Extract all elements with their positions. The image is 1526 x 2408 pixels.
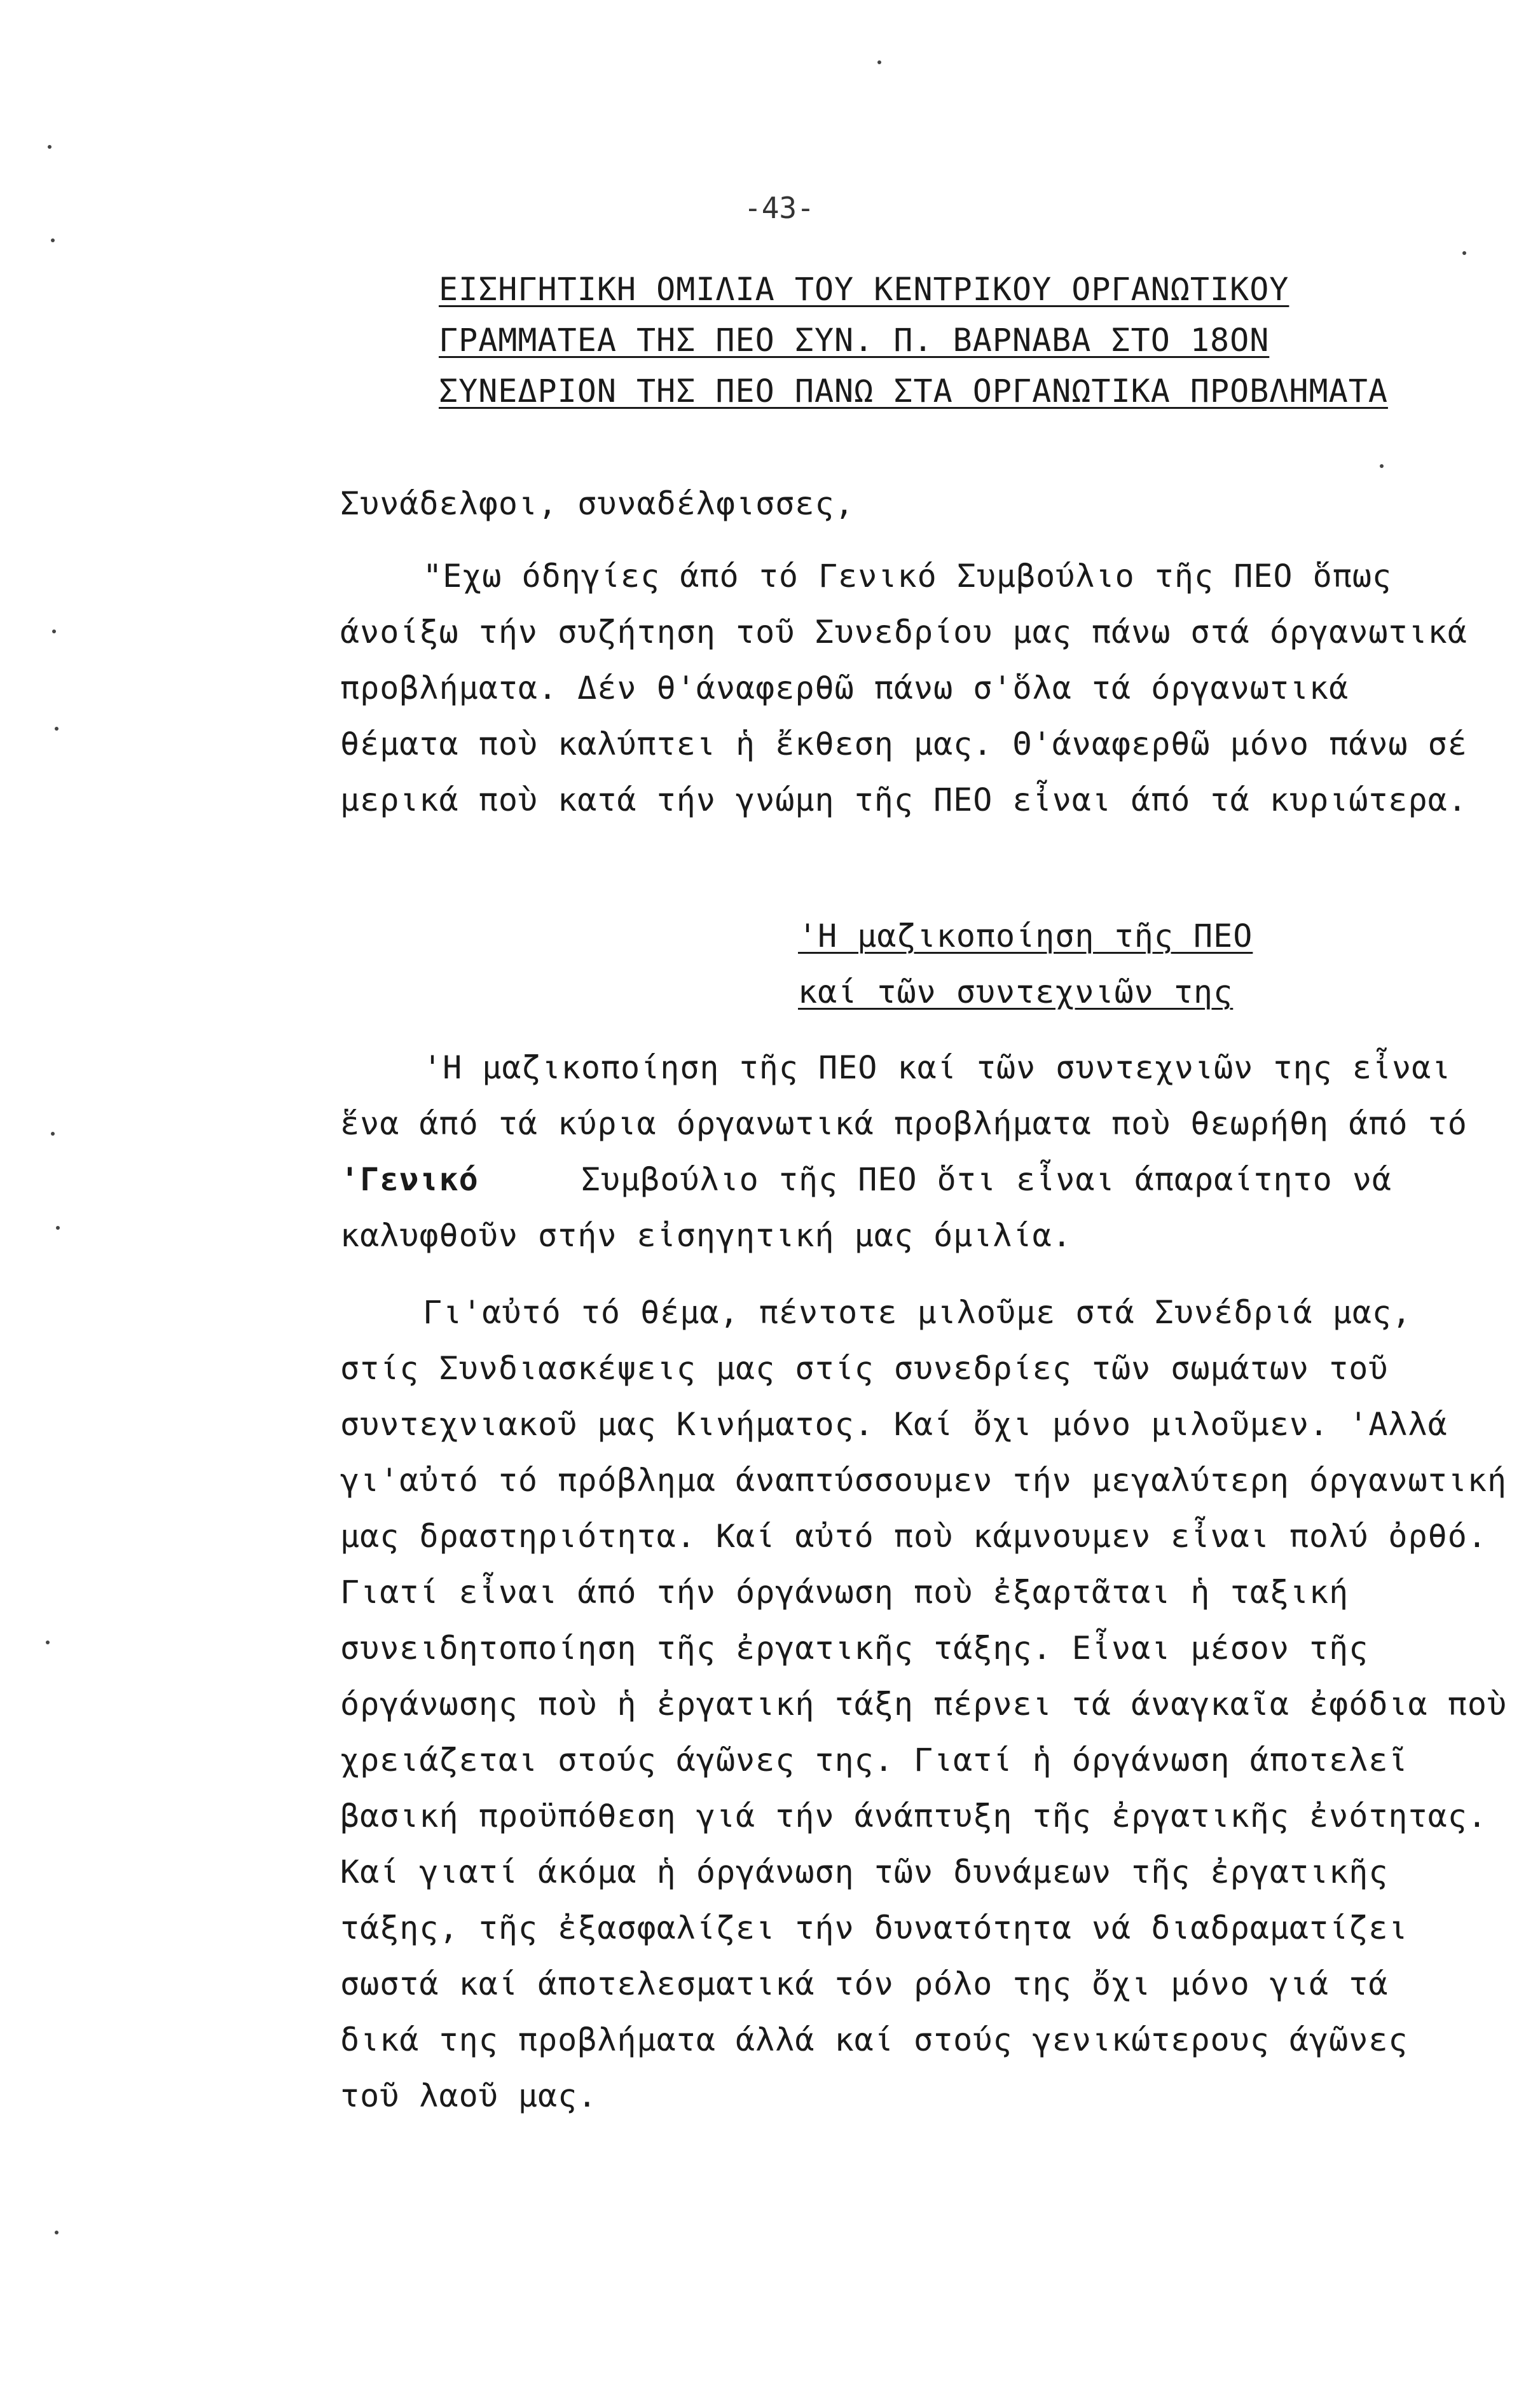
paragraph-line: συνειδητοποίηση τῆς ἐργατικῆς τάξης. Εἶναι μέσον τῆς [340,1630,1369,1667]
paragraph-line: μας δραστηριότητα. Καί αὐτό ποὺ κάμνουμεν εἶναι πολύ ὀρθό. [340,1518,1487,1555]
scan-speck [55,727,58,731]
paragraph-line: 'Η μαζικοποίηση τῆς ΠΕΟ καί τῶν συντεχνιῶν της εἶναι [423,1049,1452,1086]
scan-speck [1462,251,1466,255]
title-line: ΓΡΑΜΜΑΤΕΑ ΤΗΣ ΠΕΟ ΣΥΝ. Π. ΒΑΡΝΑΒΑ ΣΤΟ 18ΟΝ [439,322,1270,359]
section-heading-line: καί τῶν συντεχνιῶν της [798,974,1234,1010]
scan-speck [1380,464,1384,468]
paragraph-line: ἕνα άπό τά κύρια όργανωτικά προβλήματα ποὺ θεωρήθη άπό τό [340,1105,1468,1142]
paragraph-line: χρειάζεται στούς άγῶνες της. Γιατί ἡ όργάνωση άποτελεῖ [340,1742,1408,1778]
paragraph-intro [340,548,1485,828]
paragraph-line [340,1152,1485,1207]
document-title [439,273,1405,426]
paragraph-line: Καί γιατί άκόμα ἡ όργάνωση τῶν δυνάμεων τῆς ἐργατικῆς [340,1854,1389,1890]
paragraph-line: τοῦ λαοῦ μας. [340,2077,598,2114]
paragraph-line: τάξης, τῆς ἐξασφαλίζει τήν δυνατότητα νά διαδραματίζει [340,1909,1408,1946]
paragraph-line: δικά της προβλήματα άλλά καί στούς γενικώτερους άγῶνες [340,2021,1408,2058]
scan-speck [55,2231,58,2234]
scan-speck [877,60,881,64]
scan-speck [46,1641,50,1644]
paragraph-line: όργάνωσης ποὺ ἡ ἐργατική τάξη πέρνει τά άναγκαῖα ἐφόδια ποὺ [340,1686,1508,1723]
title-line: ΣΥΝΕΔΡΙΟΝ ΤΗΣ ΠΕΟ ΠΑΝΩ ΣΤΑ ΟΡΓΑΝΩΤΙΚΑ ΠΡΟΒΛΗΜΑΤΑ [439,373,1388,409]
salutation [340,476,1485,532]
paragraph-line: καλυφθοῦν στήν εἰσηγητική μας όμιλία. [340,1217,1072,1254]
paragraph-line: μερικά ποὺ κατά τήν γνώμη τῆς ΠΕΟ εἶναι άπό τά κυριώτερα. [340,781,1468,818]
paragraph-organization-importance [340,1284,1508,2124]
scan-speck [51,1132,55,1136]
paragraph-line: θέματα ποὺ καλύπτει ἡ ἔκθεση μας. Θ'άναφερθῶ μόνο πάνω σέ [340,726,1468,762]
bold-word: 'Γενικό [340,1161,479,1198]
scan-speck [52,630,56,633]
page-number: -43- [744,191,815,225]
paragraph-line: βασική προϋπόθεση γιά τήν άνάπτυξη τῆς ἐργατικῆς ἐνότητας. [340,1798,1487,1834]
paragraph-line: προβλήματα. Δέν θ'άναφερθῶ πάνω σ'ὅλα τά όργανωτικά [340,670,1349,706]
paragraph-line: στίς Συνδιασκέψεις μας στίς συνεδρίες τῶν σωμάτων τοῦ [340,1350,1389,1387]
paragraph-line: συντεχνιακοῦ μας Κινήματος. Καί ὄχι μόνο μιλοῦμεν. 'Αλλά [340,1406,1448,1443]
paragraph-line: Γιατί εἶναι άπό τήν όργάνωση ποὺ ἐξαρτᾶται ἡ ταξική [340,1574,1349,1611]
paragraph-mass-organization [340,1040,1485,1263]
paragraph-line: γι'αὐτό τό πρόβλημα άναπτύσσουμεν τήν μεγαλύτερη όργανωτική [340,1462,1508,1499]
salutation-text: Συνάδελφοι, συναδέλφισσες, [340,485,855,522]
scan-speck [56,1226,60,1230]
paragraph-line: Γι'αὐτό τό θέμα, πέντοτε μιλοῦμε στά Συνέδριά μας, [423,1294,1412,1331]
line-rest: Συμβούλιο τῆς ΠΕΟ ὅτι εἶναι άπαραίτητο νά [581,1161,1392,1198]
section-heading-line: 'Η μαζικοποίηση τῆς ΠΕΟ [798,918,1253,954]
title-line: ΕΙΣΗΓΗΤΙΚΗ ΟΜΙΛΙΑ ΤΟΥ ΚΕΝΤΡΙΚΟΥ ΟΡΓΑΝΩΤΙΚΟΥ [439,271,1289,308]
scan-speck [48,145,52,149]
paragraph-line: σωστά καί άποτελεσματικά τόν ρόλο της ὄχι μόνο γιά τά [340,1965,1389,2002]
section-heading [798,908,1253,1020]
paragraph-line: άνοίξω τήν συζήτηση τοῦ Συνεδρίου μας πάνω στά όργανωτικά [340,614,1468,650]
paragraph-line: "Εχω όδηγίες άπό τό Γενικό Συμβούλιο τῆς ΠΕΟ ὅπως [423,558,1392,595]
scan-speck [51,238,55,242]
